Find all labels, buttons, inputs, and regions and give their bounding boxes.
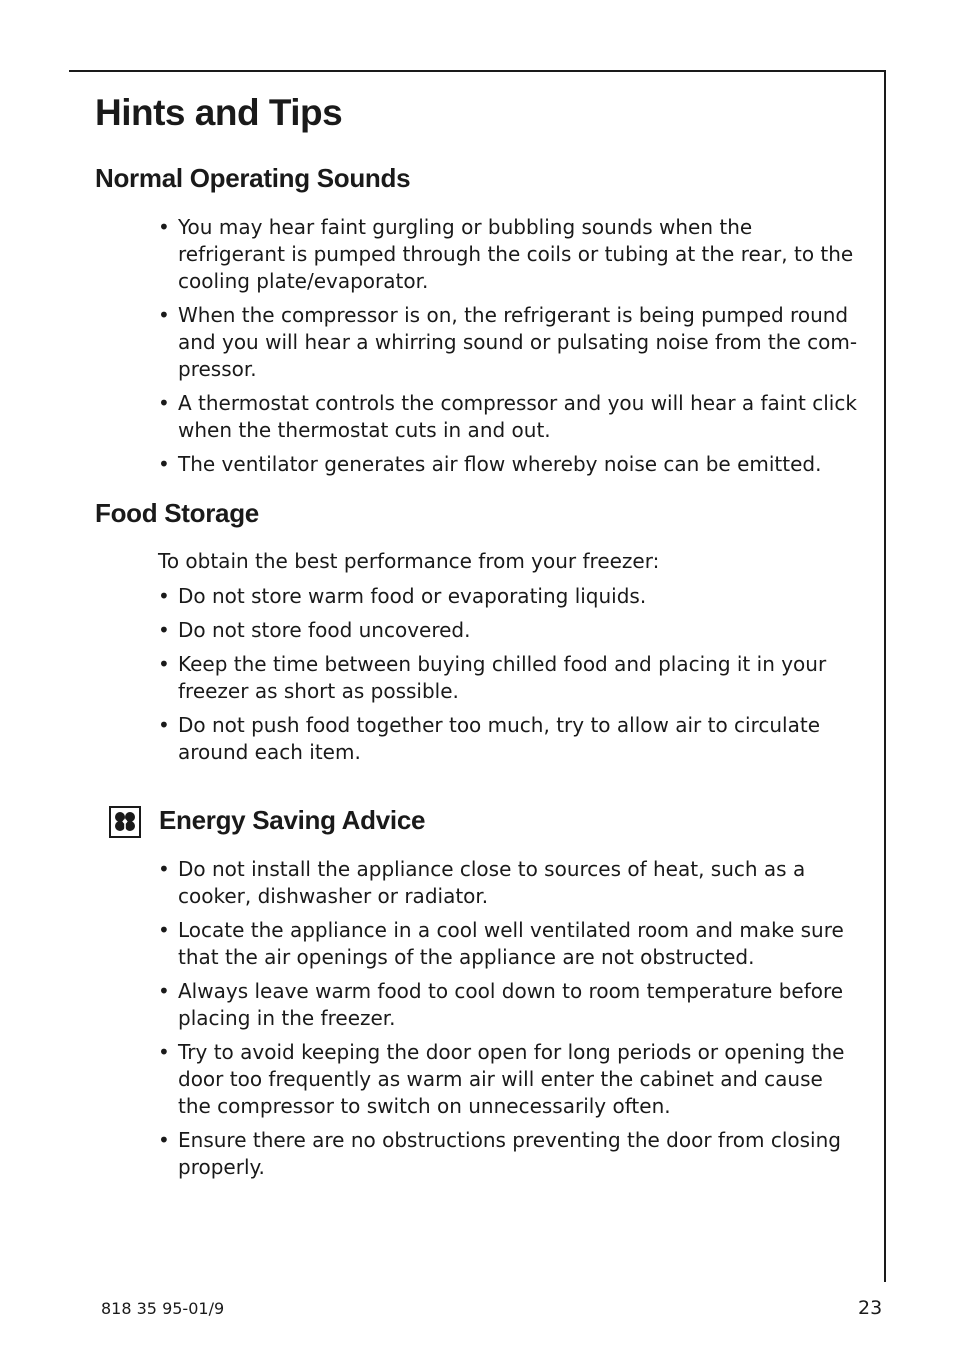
page-number: 23 bbox=[858, 1297, 883, 1319]
clover-icon-graphic bbox=[112, 809, 138, 835]
heading-energy-saving-advice: Energy Saving Advice bbox=[159, 805, 426, 835]
bullet: • bbox=[158, 618, 170, 642]
list-item-text: Ensure there are no obstructions preventing the door from closing properly. bbox=[178, 1128, 841, 1179]
list-energy-saving-advice bbox=[158, 856, 858, 1188]
list-item-text: Do not push food together too much, try to allow air to circulate around each item. bbox=[178, 713, 821, 764]
bullet: • bbox=[158, 979, 170, 1003]
top-rule bbox=[69, 70, 886, 72]
list-item-text: Locate the appliance in a cool well ventilated room and make sure that the air openings of the appliance are not obstructed. bbox=[178, 918, 844, 969]
list-item-text: Try to avoid keeping the door open for long periods or opening the door too frequently as warm air will enter the cabinet and cause the compressor to switch on unnecessarily often. bbox=[178, 1040, 845, 1118]
document-number: 818 35 95-01/9 bbox=[101, 1299, 225, 1318]
list-item-text: You may hear faint gurgling or bubbling sounds when the refrigerant is pumped through the coils or tubing at the rear, to the cooling plate/evaporator. bbox=[178, 215, 854, 293]
list-item bbox=[158, 712, 858, 766]
list-item bbox=[158, 1039, 858, 1120]
bullet: • bbox=[158, 1128, 170, 1152]
list-item bbox=[158, 978, 858, 1032]
list-item-text: Keep the time between buying chilled food and placing it in your freezer as short as possible. bbox=[178, 652, 827, 703]
clover-icon bbox=[109, 806, 141, 838]
list-normal-operating-sounds bbox=[158, 214, 858, 485]
list-item-text: Do not store warm food or evaporating liquids. bbox=[178, 584, 647, 608]
bullet: • bbox=[158, 215, 170, 239]
bullet: • bbox=[158, 452, 170, 476]
bullet: • bbox=[158, 918, 170, 942]
list-item bbox=[158, 451, 858, 478]
list-item bbox=[158, 390, 858, 444]
list-item bbox=[158, 617, 858, 644]
food-storage-intro: To obtain the best performance from your freezer: bbox=[158, 549, 660, 573]
list-item-text: Always leave warm food to cool down to room temperature before placing in the freezer. bbox=[178, 979, 844, 1030]
heading-normal-operating-sounds: Normal Operating Sounds bbox=[95, 163, 411, 193]
list-item-text: A thermostat controls the compressor and you will hear a faint click when the thermostat cuts in and out. bbox=[178, 391, 857, 442]
list-item bbox=[158, 917, 858, 971]
page-title: Hints and Tips bbox=[95, 92, 343, 133]
list-item-text: The ventilator generates air flow whereby noise can be emitted. bbox=[178, 452, 822, 476]
bullet: • bbox=[158, 584, 170, 608]
list-item bbox=[158, 302, 858, 383]
list-item bbox=[158, 583, 858, 610]
list-item bbox=[158, 856, 858, 910]
heading-food-storage: Food Storage bbox=[95, 498, 259, 528]
bullet: • bbox=[158, 652, 170, 676]
list-item-text: When the compressor is on, the refrigerant is being pumped round and you will hear a whirring sound or pulsating noise from the com-pressor. bbox=[178, 303, 858, 381]
bullet: • bbox=[158, 1040, 170, 1064]
bullet: • bbox=[158, 857, 170, 881]
bullet: • bbox=[158, 391, 170, 415]
bullet: • bbox=[158, 303, 170, 327]
list-item bbox=[158, 1127, 858, 1181]
list-item-text: Do not install the appliance close to sources of heat, such as a cooker, dishwasher or radiator. bbox=[178, 857, 806, 908]
list-item-text: Do not store food uncovered. bbox=[178, 618, 471, 642]
bullet: • bbox=[158, 713, 170, 737]
list-food-storage bbox=[158, 583, 858, 773]
right-rule bbox=[884, 70, 886, 1282]
list-item bbox=[158, 651, 858, 705]
list-item bbox=[158, 214, 858, 295]
